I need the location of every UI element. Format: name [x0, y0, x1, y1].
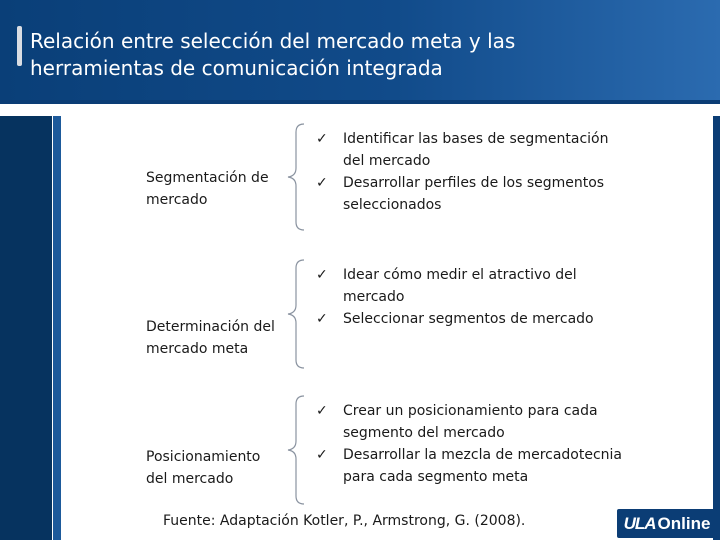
bullet-line-2: seleccionados [343, 197, 442, 213]
logo-part-2: Online [657, 513, 711, 533]
right-decor-edge [713, 116, 720, 540]
checkmark-icon: ✓ [316, 403, 328, 419]
checkmark-icon: ✓ [316, 131, 328, 147]
section-determinacion [61, 258, 713, 368]
bullet-item [316, 264, 646, 308]
bullet-list [316, 128, 646, 216]
title-accent-bar [17, 26, 22, 66]
bullet-line-1: Crear un posicionamiento para cada [343, 403, 598, 419]
section-label-line-1: Segmentación de [146, 170, 269, 186]
section-segmentacion [61, 122, 713, 232]
section-label-line-2: mercado [146, 192, 208, 208]
section-label-line-2: del mercado [146, 471, 234, 487]
bullet-item [316, 308, 646, 330]
slide-title-line-1: Relación entre selección del mercado meta y las [30, 29, 516, 53]
slide-title [30, 28, 590, 82]
ula-online-logo [617, 509, 717, 538]
content-area [61, 116, 713, 540]
section-posicionamiento [61, 394, 713, 504]
slide-title-line-2: herramientas de comunicación integrada [30, 56, 443, 80]
bullet-item [316, 128, 646, 172]
left-decor-stripe [53, 116, 61, 540]
header-rule [0, 100, 720, 104]
left-brace-icon [284, 394, 310, 506]
section-label-line-1: Determinación del [146, 319, 275, 335]
checkmark-icon: ✓ [316, 175, 328, 191]
logo-part-1: ULA [623, 513, 656, 533]
checkmark-icon: ✓ [316, 447, 328, 463]
section-label [146, 316, 275, 360]
bullet-list [316, 264, 646, 330]
bullet-list [316, 400, 646, 488]
checkmark-icon: ✓ [316, 311, 328, 327]
section-label [146, 167, 269, 211]
bullet-item [316, 172, 646, 216]
left-decor-panel [0, 116, 52, 540]
left-brace-icon [284, 122, 310, 232]
section-label [146, 446, 260, 490]
bullet-line-1: Idear cómo medir el atractivo del [343, 267, 577, 283]
bullet-line-1: Desarrollar la mezcla de mercadotecnia [343, 447, 623, 463]
checkmark-icon: ✓ [316, 267, 328, 283]
bullet-line-1: Desarrollar perfiles de los segmentos [343, 175, 605, 191]
bullet-line-1: Identificar las bases de segmentación [343, 131, 609, 147]
bullet-line-2: segmento del mercado [343, 425, 505, 441]
left-brace-icon [284, 258, 310, 370]
section-label-line-1: Posicionamiento [146, 449, 261, 465]
bullet-line-1: Seleccionar segmentos de mercado [343, 311, 594, 327]
source-citation: Fuente: Adaptación Kotler, P., Armstrong, G. (2008). [163, 513, 526, 529]
section-label-line-2: mercado meta [146, 341, 249, 357]
bullet-item [316, 444, 646, 488]
bullet-line-2: mercado [343, 289, 405, 305]
header-banner [0, 0, 720, 100]
bullet-item [316, 400, 646, 444]
bullet-line-2: del mercado [343, 153, 431, 169]
bullet-line-2: para cada segmento meta [343, 469, 529, 485]
